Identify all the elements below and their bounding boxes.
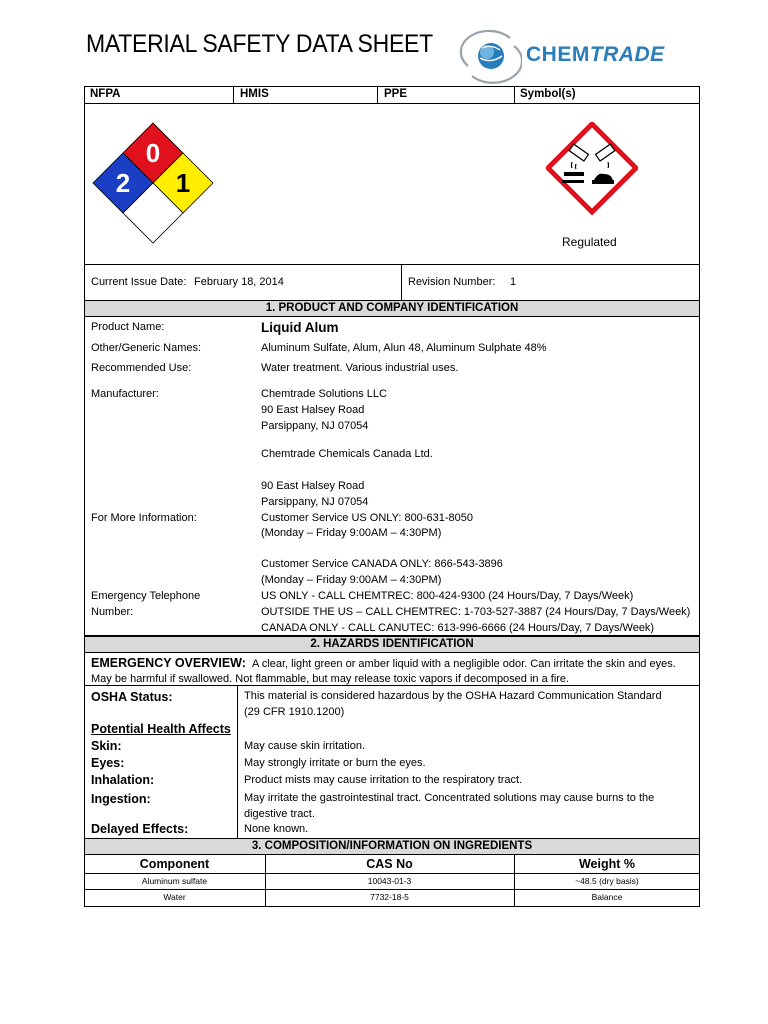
manufacturer-label: Manufacturer: — [91, 388, 159, 400]
osha-status-line-2: (29 CFR 1910.1200) — [244, 706, 345, 718]
globe-logo-icon — [458, 26, 522, 86]
ingredient-cas: 10043-01-3 — [367, 876, 412, 886]
manufacturer-line: 90 East Halsey Road — [261, 404, 365, 416]
delayed-effects-value: None known. — [244, 823, 309, 835]
other-names-value: Aluminum Sulfate, Alum, Alun 48, Aluminum Sulphate 48% — [261, 342, 547, 354]
emergency-overview-line-1 — [91, 656, 676, 670]
nfpa-header: NFPA — [90, 88, 121, 100]
manufacturer-line: Parsippany, NJ 07054 — [261, 496, 369, 508]
nfpa-health-rating: 2 — [115, 168, 131, 198]
inhalation-value: Product mists may cause irritation to the respiratory tract. — [244, 774, 523, 786]
nfpa-reactivity-rating: 1 — [175, 168, 191, 198]
emergency-phone-label-2: Number: — [91, 606, 134, 618]
document-title: MATERIAL SAFETY DATA SHEET — [86, 30, 433, 58]
logo-wordmark — [526, 43, 665, 67]
emergency-phone-line: CANADA ONLY - CALL CANUTEC: 613-996-6666 (24 Hours/Day, 7 Days/Week) — [261, 622, 655, 634]
section-3-header: 3. COMPOSITION/INFORMATION ON INGREDIENTS — [84, 838, 700, 855]
health-affects-heading: Potential Health Affects — [91, 722, 231, 736]
ingredients-col-component: Component — [139, 857, 210, 871]
ingredients-col-cas: CAS No — [366, 857, 413, 871]
symbols-header: Symbol(s) — [520, 88, 576, 100]
ingestion-label: Ingestion: — [91, 792, 151, 806]
osha-status-label: OSHA Status: — [91, 690, 173, 704]
product-name-label: Product Name: — [91, 321, 165, 333]
nfpa-flammability-rating: 0 — [145, 138, 161, 168]
nfpa-diamond-icon — [92, 122, 216, 250]
ingredient-component: Water — [163, 892, 186, 902]
ppe-header: PPE — [384, 88, 408, 100]
hmis-header: HMIS — [240, 88, 269, 100]
logo-chem-text: CHEM — [526, 43, 590, 66]
ingredient-cas: 7732-18-5 — [370, 892, 409, 902]
emergency-overview-label: EMERGENCY OVERVIEW: — [91, 656, 246, 670]
section-2-header: 2. HAZARDS IDENTIFICATION — [84, 636, 700, 653]
more-info-line: (Monday – Friday 9:00AM – 4:30PM) — [261, 574, 442, 586]
emergency-overview-line-2: May be harmful if swallowed. Not flammable, but may release toxic vapors if decomposed in a fire. — [91, 673, 570, 685]
inhalation-label: Inhalation: — [91, 773, 155, 787]
more-info-line: Customer Service CANADA ONLY: 866-543-3896 — [261, 558, 503, 570]
recommended-use-value: Water treatment. Various industrial uses. — [261, 362, 459, 374]
ingestion-line-2: digestive tract. — [244, 808, 315, 820]
issue-date-value: February 18, 2014 — [194, 276, 284, 288]
chemtrade-logo — [458, 26, 668, 86]
delayed-effects-label: Delayed Effects: — [91, 822, 189, 836]
revision-number-value: 1 — [510, 276, 517, 288]
ingredient-weight: Balance — [591, 892, 623, 902]
ingredient-weight: ~48.5 (dry basis) — [575, 876, 639, 886]
skin-value: May cause skin irritation. — [244, 740, 366, 752]
osha-status-line-1: This material is considered hazardous by the OSHA Hazard Communication Standard — [244, 690, 662, 702]
section-1-header: 1. PRODUCT AND COMPANY IDENTIFICATION — [84, 300, 700, 317]
manufacturer-line: Parsippany, NJ 07054 — [261, 420, 369, 432]
more-info-line: (Monday – Friday 9:00AM – 4:30PM) — [261, 527, 442, 539]
ingredient-component: Aluminum sulfate — [141, 876, 208, 886]
other-names-label: Other/Generic Names: — [91, 342, 202, 354]
issue-date-label: Current Issue Date: — [91, 276, 187, 288]
eyes-label: Eyes: — [91, 756, 125, 770]
manufacturer-line: Chemtrade Chemicals Canada Ltd. — [261, 448, 433, 460]
more-info-line: Customer Service US ONLY: 800-631-8050 — [261, 512, 473, 524]
emergency-phone-label: Emergency Telephone — [91, 590, 201, 602]
recommended-use-label: Recommended Use: — [91, 362, 192, 374]
corrosion-pictogram-icon — [546, 122, 638, 220]
manufacturer-line: 90 East Halsey Road — [261, 480, 365, 492]
manufacturer-line: Chemtrade Solutions LLC — [261, 388, 387, 400]
eyes-value: May strongly irritate or burn the eyes. — [244, 757, 426, 769]
product-name-value: Liquid Alum — [261, 320, 339, 335]
skin-label: Skin: — [91, 739, 122, 753]
ingestion-line-1: May irritate the gastrointestinal tract. Concentrated solutions may cause burns to the — [244, 792, 655, 804]
revision-number-label: Revision Number: — [408, 276, 496, 288]
symbol-caption: Regulated — [562, 235, 617, 249]
ingredients-col-weight: Weight % — [578, 857, 636, 871]
emergency-phone-line: OUTSIDE THE US – CALL CHEMTREC: 1-703-527-3887 (24 Hours/Day, 7 Days/Week) — [261, 606, 691, 618]
emergency-overview-text: A clear, light green or amber liquid with a negligible odor. Can irritate the skin and eyes. — [252, 658, 676, 670]
emergency-phone-line: US ONLY - CALL CHEMTREC: 800-424-9300 (24 Hours/Day, 7 Days/Week) — [261, 590, 634, 602]
more-info-label: For More Information: — [91, 512, 197, 524]
logo-trade-text: TRADE — [589, 43, 665, 66]
